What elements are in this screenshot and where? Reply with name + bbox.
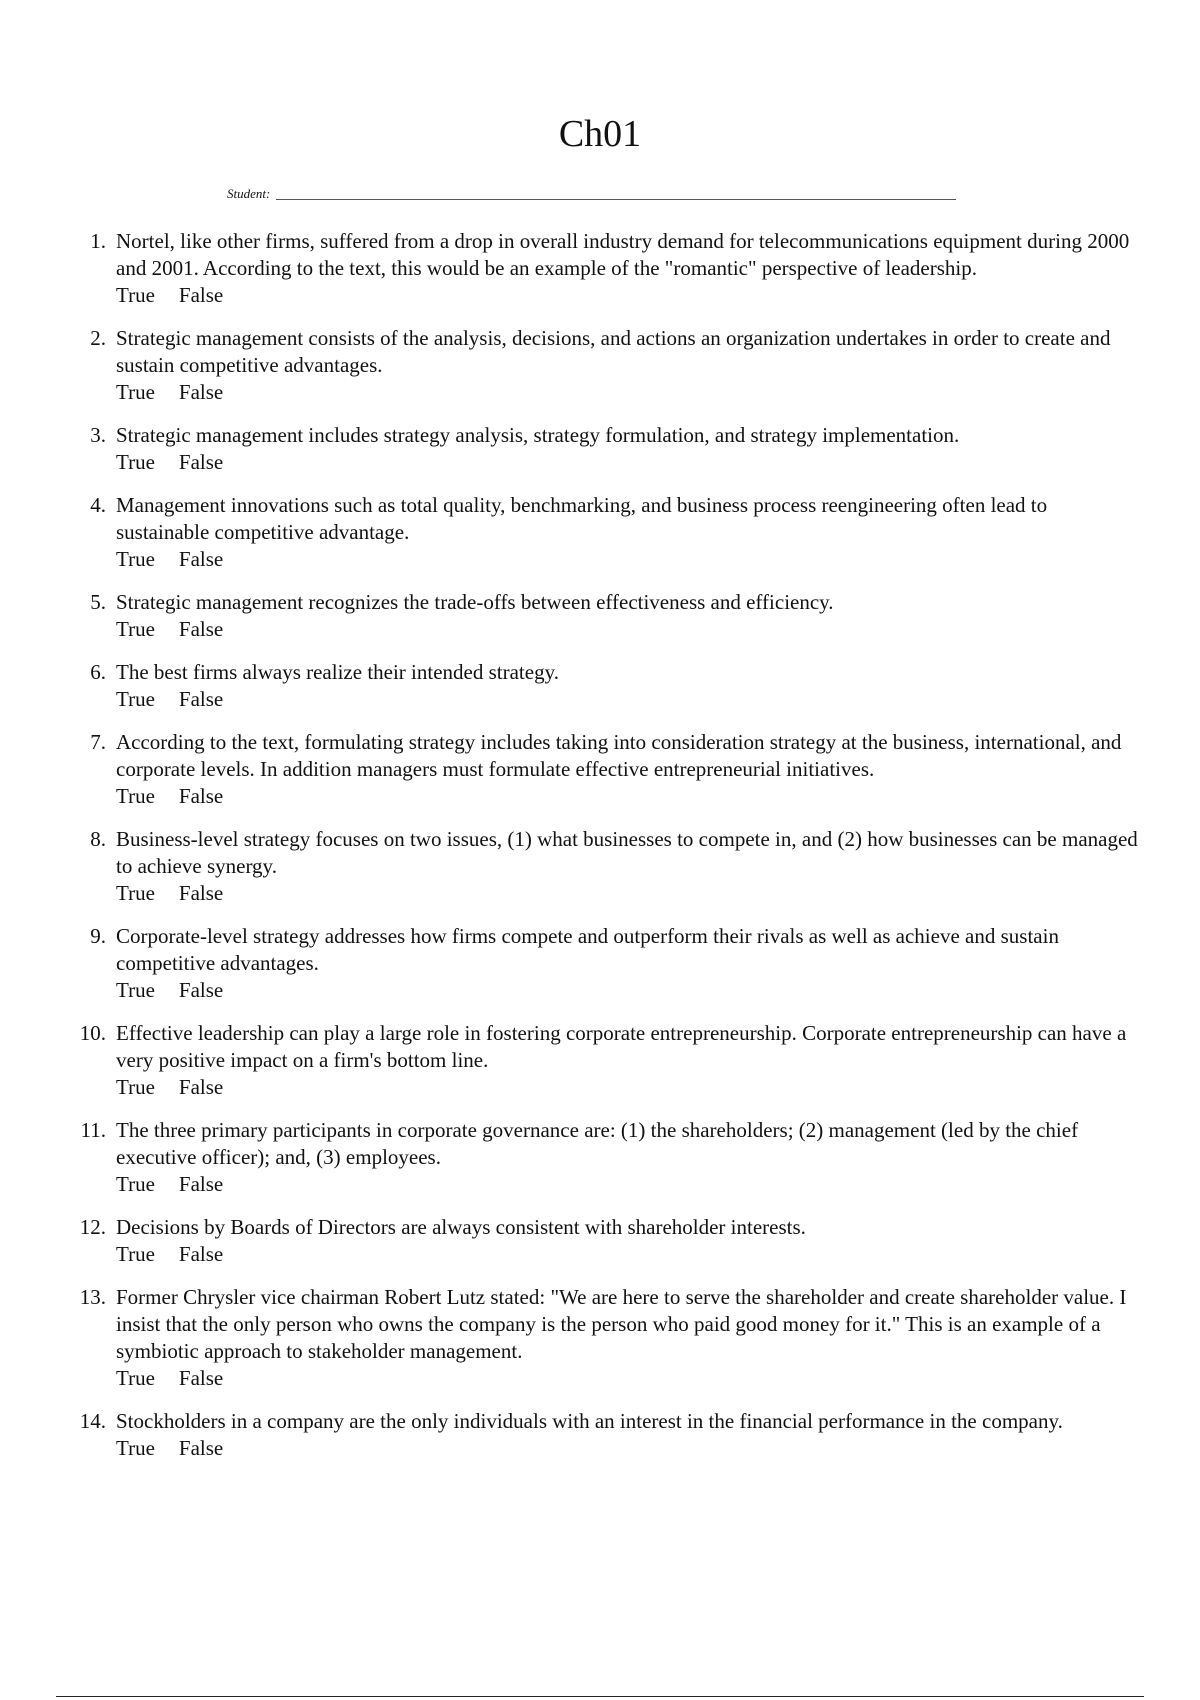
- true-false-options: [116, 783, 1140, 810]
- question-item: [60, 1284, 1140, 1392]
- option-false[interactable]: False: [178, 1075, 224, 1099]
- question-item: [60, 228, 1140, 309]
- question-number: 6.: [90, 660, 106, 684]
- option-false[interactable]: False: [178, 1172, 224, 1196]
- question-number: 5.: [90, 590, 106, 614]
- option-false[interactable]: False: [178, 881, 224, 905]
- question-item: [60, 826, 1140, 907]
- question-text: Nortel, like other firms, suffered from a drop in overall industry demand for telecommunications equipment during 2000 and 2001. According to the text, this would be an example of the "romantic" perspective of leadership.: [116, 229, 1130, 280]
- option-false[interactable]: False: [178, 380, 224, 404]
- student-field: [227, 186, 956, 202]
- question-number: 10.: [79, 1021, 106, 1045]
- option-true[interactable]: True: [116, 1366, 155, 1390]
- question-text: The best firms always realize their intended strategy.: [116, 660, 559, 684]
- question-item: [60, 923, 1140, 1004]
- option-true[interactable]: True: [116, 784, 155, 808]
- option-true[interactable]: True: [116, 1436, 155, 1460]
- question-text: Strategic management consists of the analysis, decisions, and actions an organization undertakes in order to create and sustain competitive advantages.: [116, 326, 1111, 377]
- question-text: According to the text, formulating strategy includes taking into consideration strategy at the business, international, and corporate levels. In addition managers must formulate effective entrepreneurial initiatives.: [116, 730, 1122, 781]
- question-text: Business-level strategy focuses on two issues, (1) what businesses to compete in, and (2) how businesses can be managed to achieve synergy.: [116, 827, 1138, 878]
- question-number: 4.: [90, 493, 106, 517]
- option-true[interactable]: True: [116, 380, 155, 404]
- option-false[interactable]: False: [178, 547, 224, 571]
- question-text: Decisions by Boards of Directors are always consistent with shareholder interests.: [116, 1215, 806, 1239]
- option-true[interactable]: True: [116, 687, 155, 711]
- option-true[interactable]: True: [116, 1075, 155, 1099]
- question-number: 11.: [80, 1118, 106, 1142]
- option-true[interactable]: True: [116, 450, 155, 474]
- question-text: Corporate-level strategy addresses how firms compete and outperform their rivals as well as achieve and sustain competitive advantages.: [116, 924, 1059, 975]
- option-true[interactable]: True: [116, 978, 155, 1002]
- option-false[interactable]: False: [178, 617, 224, 641]
- question-item: [60, 659, 1140, 713]
- option-false[interactable]: False: [178, 450, 224, 474]
- question-number: 12.: [79, 1215, 106, 1239]
- question-item: [60, 1020, 1140, 1101]
- question-text: Management innovations such as total quality, benchmarking, and business process reengineering often lead to sustainable competitive advantage.: [116, 493, 1048, 544]
- true-false-options: [116, 977, 1140, 1004]
- question-text: Strategic management recognizes the trade-offs between effectiveness and efficiency.: [116, 590, 834, 614]
- question-text: Strategic management includes strategy analysis, strategy formulation, and strategy implementation.: [116, 423, 960, 447]
- question-number: 8.: [90, 827, 106, 851]
- student-name-line[interactable]: [276, 199, 956, 200]
- question-text: Former Chrysler vice chairman Robert Lutz stated: "We are here to serve the shareholder and create shareholder value. I insist that the only person who owns the company is the person who paid good money for it." This is an example of a symbiotic approach to stakeholder management.: [116, 1285, 1127, 1363]
- question-number: 13.: [79, 1285, 106, 1309]
- option-true[interactable]: True: [116, 547, 155, 571]
- question-list: [60, 228, 1140, 1462]
- true-false-options: [116, 1171, 1140, 1198]
- option-true[interactable]: True: [116, 1242, 155, 1266]
- option-false[interactable]: False: [178, 687, 224, 711]
- question-item: [60, 325, 1140, 406]
- page-title: Ch01: [558, 113, 642, 155]
- option-true[interactable]: True: [116, 881, 155, 905]
- true-false-options: [116, 282, 1140, 309]
- question-number: 14.: [79, 1409, 106, 1433]
- question-number: 1.: [90, 229, 106, 253]
- true-false-options: [116, 1435, 1140, 1462]
- question-text: Effective leadership can play a large role in fostering corporate entrepreneurship. Corporate entrepreneurship can have a very positive impact on a firm's bottom line.: [116, 1021, 1127, 1072]
- option-false[interactable]: False: [178, 1242, 224, 1266]
- true-false-options: [116, 686, 1140, 713]
- true-false-options: [116, 616, 1140, 643]
- option-false[interactable]: False: [178, 283, 224, 307]
- question-number: 7.: [90, 730, 106, 754]
- option-false[interactable]: False: [178, 784, 224, 808]
- question-text: The three primary participants in corporate governance are: (1) the shareholders; (2) management (led by the chief executive officer); and, (3) employees.: [116, 1118, 1079, 1169]
- question-item: [60, 1214, 1140, 1268]
- question-item: [60, 1408, 1140, 1462]
- option-false[interactable]: False: [178, 1436, 224, 1460]
- question-item: [60, 422, 1140, 476]
- question-item: [60, 492, 1140, 573]
- question-number: 9.: [90, 924, 106, 948]
- true-false-options: [116, 880, 1140, 907]
- option-true[interactable]: True: [116, 1172, 155, 1196]
- true-false-options: [116, 1241, 1140, 1268]
- question-text: Stockholders in a company are the only individuals with an interest in the financial performance in the company.: [116, 1409, 1063, 1433]
- true-false-options: [116, 379, 1140, 406]
- option-false[interactable]: False: [178, 978, 224, 1002]
- question-item: [60, 1117, 1140, 1198]
- question-item: [60, 589, 1140, 643]
- question-number: 2.: [90, 326, 106, 350]
- student-label: Student:: [227, 186, 271, 201]
- question-number: 3.: [90, 423, 106, 447]
- true-false-options: [116, 546, 1140, 573]
- option-false[interactable]: False: [178, 1366, 224, 1390]
- option-true[interactable]: True: [116, 617, 155, 641]
- true-false-options: [116, 1074, 1140, 1101]
- footer-divider: [56, 1696, 1144, 1697]
- true-false-options: [116, 1365, 1140, 1392]
- option-true[interactable]: True: [116, 283, 155, 307]
- question-item: [60, 729, 1140, 810]
- true-false-options: [116, 449, 1140, 476]
